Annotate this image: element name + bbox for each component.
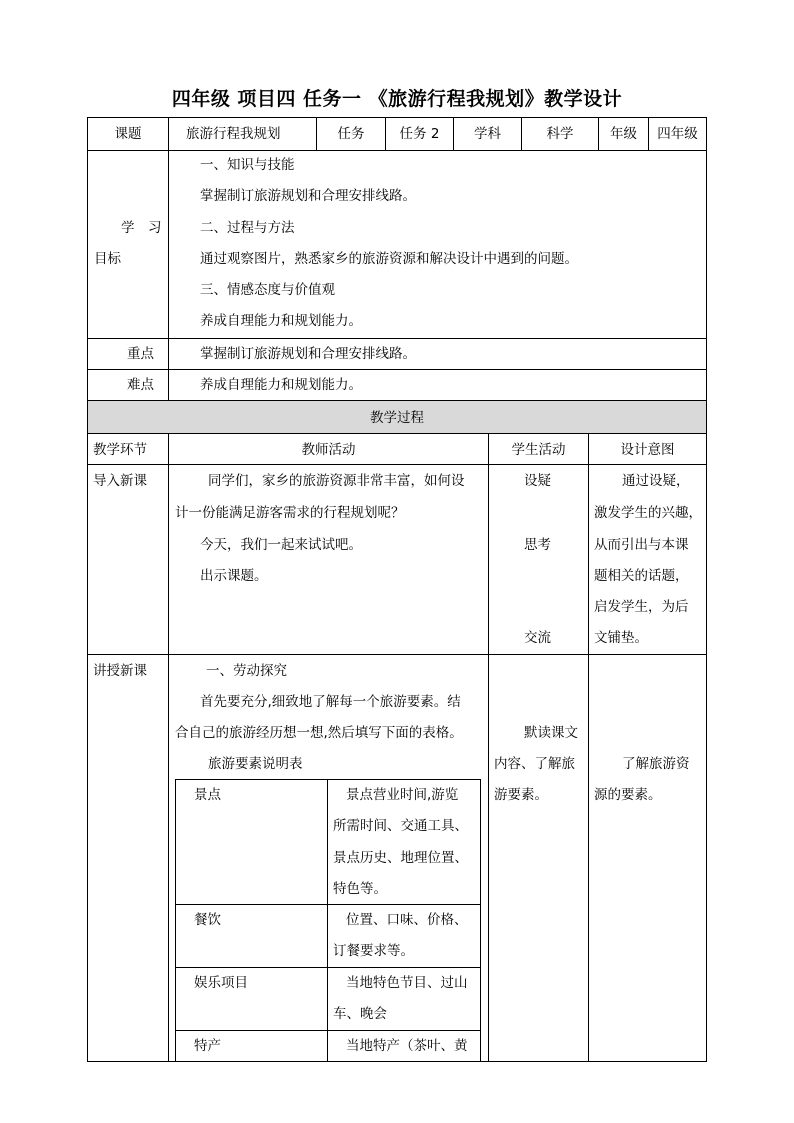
table-border [588, 433, 589, 1061]
table-border [87, 117, 707, 118]
table-border [706, 117, 707, 1062]
lecture-intent-line: 了解旅游资 [622, 756, 690, 772]
task-label: 任务 [337, 126, 365, 142]
intro-intent-line: 激发学生的兴趣， [594, 505, 702, 521]
objectives-label: 学 习 [121, 220, 162, 236]
grade-value: 四年级 [657, 126, 698, 142]
inner-table-border [175, 779, 481, 780]
table-border [168, 150, 169, 400]
element-name: 餐饮 [194, 912, 221, 928]
intro-teacher-line: 计一份能满足游客需求的行程规划呢？ [175, 505, 405, 521]
inner-table-border [327, 779, 328, 1061]
lecture-teacher-line: 一、劳动探究 [206, 663, 287, 679]
intro-student-item: 思考 [524, 537, 551, 553]
lecture-intent-line: 源的要素。 [594, 787, 662, 803]
intro-teacher-line: 同学们，家乡的旅游资源非常丰富，如何设 [208, 473, 465, 489]
table-border [87, 1061, 707, 1062]
lecture-teacher-line: 合自己的旅游经历想一想,然后填写下面的表格。 [175, 725, 463, 741]
element-desc-line: 特色等。 [333, 881, 387, 897]
inner-table-border [175, 1030, 481, 1031]
table-border [87, 433, 707, 434]
table-border [87, 369, 707, 370]
task-value: 任务 2 [399, 126, 440, 142]
objective-line: 通过观察图片，熟悉家乡的旅游资源和解决设计中遇到的问题。 [200, 251, 578, 267]
element-name: 娱乐项目 [194, 975, 248, 991]
element-table-caption: 旅游要素说明表 [208, 756, 303, 772]
page-title: 四年级 项目四 任务一 《旅游行程我规划》教学设计 [171, 88, 623, 110]
table-border [87, 338, 707, 339]
lecture-student-line: 游要素。 [494, 787, 548, 803]
objective-line: 养成自理能力和规划能力。 [200, 313, 362, 329]
column-header-stage: 教学环节 [93, 442, 147, 458]
table-border [87, 150, 707, 151]
element-desc-line: 车、晚会 [333, 1006, 387, 1022]
objective-line: 掌握制订旅游规划和合理安排线路。 [200, 188, 416, 204]
intro-student-item: 交流 [524, 630, 551, 646]
element-name: 特产 [194, 1038, 221, 1054]
element-desc-line: 景点营业时间,游览 [346, 787, 459, 803]
intro-teacher-line: 出示课题。 [200, 568, 268, 584]
stage-intro: 导入新课 [93, 473, 147, 489]
inner-table-border [480, 779, 481, 1061]
key-point-value: 掌握制订旅游规划和合理安排线路。 [200, 346, 416, 362]
intro-intent-line: 启发学生，为后 [594, 599, 689, 615]
element-name: 景点 [194, 787, 221, 803]
inner-table-border [175, 904, 481, 905]
intro-intent-line: 通过设疑， [622, 473, 690, 489]
table-border [87, 654, 707, 655]
course-value: 旅游行程我规划 [186, 126, 281, 142]
process-heading: 教学过程 [370, 410, 424, 426]
element-desc-line: 当地特色节目、过山 [346, 975, 468, 991]
element-desc-line: 订餐要求等。 [333, 943, 414, 959]
objective-line: 二、过程与方法 [200, 220, 295, 236]
table-border [168, 433, 169, 1061]
objectives-label: 目标 [94, 251, 121, 267]
table-border [488, 433, 489, 1061]
column-header-student: 学生活动 [511, 442, 566, 458]
element-desc-line: 景点历史、地理位置、 [333, 850, 468, 866]
intro-intent-line: 题相关的话题， [594, 568, 689, 584]
objective-line: 一、知识与技能 [200, 157, 295, 173]
element-desc-line: 所需时间、交通工具、 [333, 818, 468, 834]
difficulty-value: 养成自理能力和规划能力。 [200, 377, 362, 393]
inner-table-border [175, 779, 176, 1061]
table-border [87, 464, 707, 465]
column-header-teacher: 教师活动 [301, 442, 356, 458]
key-point-label: 重点 [127, 346, 154, 362]
grade-label: 年级 [610, 126, 637, 142]
intro-student-item: 设疑 [524, 473, 551, 489]
intro-intent-line: 文铺垫。 [594, 630, 648, 646]
intro-intent-line: 从而引出与本课 [594, 537, 689, 553]
objective-line: 三、情感态度与价值观 [200, 282, 335, 298]
lecture-student-line: 默读课文 [524, 725, 578, 741]
difficulty-label: 难点 [127, 377, 154, 393]
subject-value: 科学 [546, 126, 574, 142]
lecture-teacher-line: 首先要充分,细致地了解每一个旅游要素。结 [200, 694, 461, 710]
table-border [87, 117, 88, 1062]
subject-label: 学科 [474, 126, 501, 142]
table-border [168, 117, 169, 150]
element-desc-line: 当地特产（茶叶、黄 [346, 1038, 468, 1054]
intro-teacher-line: 今天，我们一起来试试吧。 [200, 537, 362, 553]
course-label: 课题 [114, 126, 142, 142]
inner-table-border [175, 967, 481, 968]
column-header-intent: 设计意图 [620, 442, 675, 458]
lecture-student-line: 内容、了解旅 [494, 756, 575, 772]
element-desc-line: 位置、口味、价格、 [346, 912, 468, 928]
stage-lecture: 讲授新课 [93, 663, 147, 679]
